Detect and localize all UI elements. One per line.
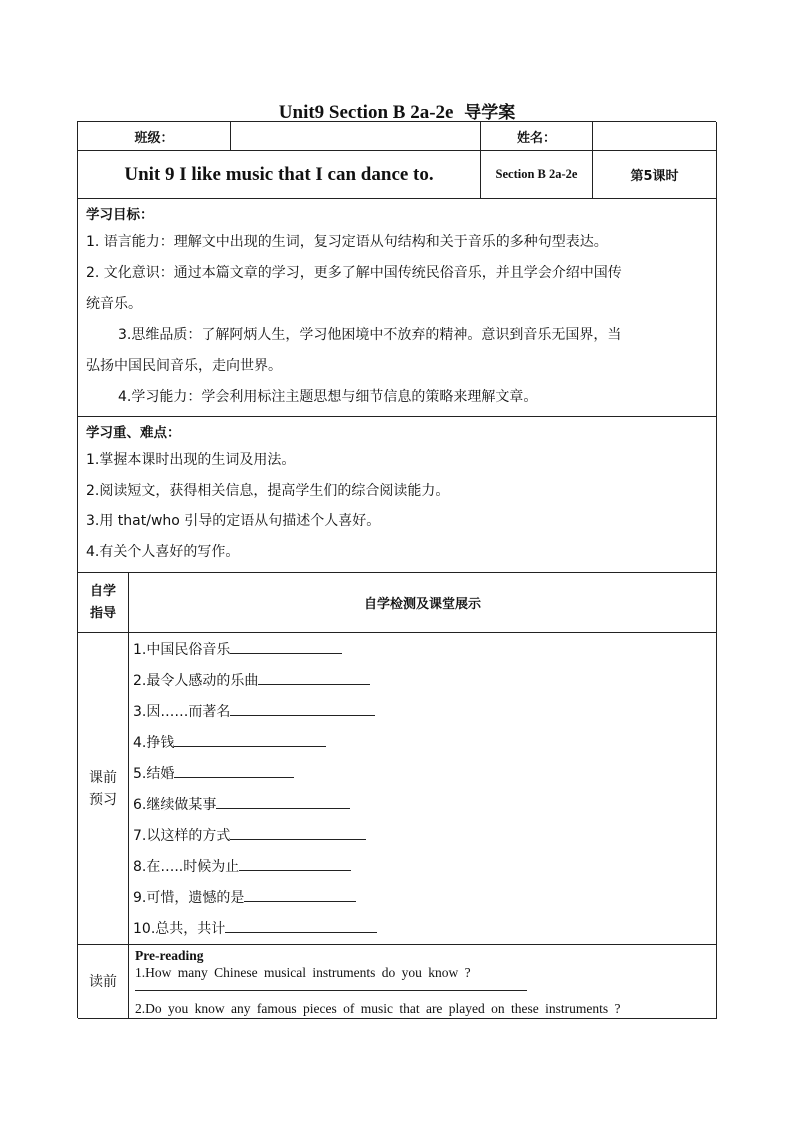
prereading-question-2: 2.Do you know any famous pieces of music that are played on these instruments ? — [135, 1001, 621, 1016]
preview-item: 10.总共，共计 — [129, 914, 716, 945]
preview-side-cell — [78, 633, 129, 945]
answer-blank[interactable] — [216, 793, 350, 809]
lesson-cell — [593, 151, 717, 199]
prereading-question-1: 1.How many Chinese musical instruments do you know ? — [135, 965, 471, 980]
unit-title: Unit 9 I like music that I can dance to. — [124, 163, 434, 185]
section-label: Section B 2a-2e — [495, 167, 578, 181]
prereading-side-label: 读前 — [89, 973, 117, 990]
name-input-cell[interactable] — [593, 122, 717, 151]
key-point-item: 4.有关个人喜好的写作。 — [86, 543, 240, 560]
prereading-heading: Pre-reading — [135, 948, 204, 963]
answer-blank[interactable] — [258, 669, 370, 685]
section-cell — [481, 151, 593, 199]
objective-item: 3.思维品质：了解阿炳人生，学习他困境中不放弃的精神。意识到音乐无国界，当 — [118, 327, 622, 343]
answer-blank[interactable] — [174, 762, 294, 778]
preview-item: 3.因……而著名 — [129, 697, 716, 728]
answer-blank[interactable] — [230, 700, 375, 716]
preview-item: 5.结婚 — [129, 759, 716, 790]
class-label-cell — [78, 122, 231, 151]
class-label: 班级： — [134, 130, 174, 146]
guide-side-label: 自学指导 — [89, 583, 116, 621]
prereading-side-cell — [78, 945, 129, 1019]
preview-item: 9.可惜，遗憾的是 — [129, 883, 716, 914]
key-point-item: 3.用 that/who 引导的定语从句描述个人喜好。 — [86, 513, 381, 529]
preview-item: 8.在…..时候为止 — [129, 852, 716, 883]
preview-item: 7.以这样的方式 — [129, 821, 716, 852]
lesson-label: 第5课时 — [630, 169, 679, 184]
title-main: Unit9 Section B 2a-2e — [278, 102, 454, 123]
key-point-item: 2.阅读短文，获得相关信息，提高学生们的综合阅读能力。 — [86, 482, 450, 499]
answer-blank[interactable] — [225, 917, 377, 933]
answer-blank[interactable] — [174, 731, 326, 747]
objectives-heading: 学习目标： — [86, 207, 154, 223]
key-points-heading: 学习重、难点： — [86, 425, 181, 441]
answer-blank[interactable] — [244, 886, 356, 902]
guide-title-cell — [129, 573, 717, 633]
preview-item: 6.继续做某事 — [129, 790, 716, 821]
objective-item: 弘扬中国民间音乐，走向世界。 — [86, 358, 282, 374]
preview-item: 4.挣钱 — [129, 728, 716, 759]
key-points-section — [78, 417, 717, 573]
answer-blank[interactable] — [230, 638, 342, 654]
preview-item: 1.中国民俗音乐 — [129, 635, 716, 666]
objective-item: 4.学习能力：学会利用标注主题思想与细节信息的策略来理解文章。 — [118, 389, 538, 405]
name-label: 姓名： — [516, 130, 556, 146]
unit-title-cell — [78, 151, 481, 199]
worksheet-table — [77, 121, 716, 1018]
name-label-cell — [481, 122, 593, 151]
objective-item: 统音乐。 — [86, 296, 142, 312]
objective-item: 2. 文化意识：通过本篇文章的学习，更多了解中国传统民俗音乐，并且学会介绍中国传 — [86, 265, 622, 281]
answer-blank[interactable] — [239, 855, 351, 871]
guide-title: 自学检测及课堂展示 — [363, 597, 481, 612]
preview-item: 2.最令人感动的乐曲 — [129, 666, 716, 697]
objective-item: 1. 语言能力：理解文中出现的生词，复习定语从句结构和关于音乐的多种句型表达。 — [86, 234, 608, 250]
prereading-section — [129, 945, 717, 1019]
answer-blank[interactable] — [230, 824, 366, 840]
guide-side-cell — [78, 573, 129, 633]
objectives-section — [78, 199, 717, 417]
preview-exercises — [129, 633, 717, 945]
title-suffix: 导学案 — [464, 103, 516, 123]
answer-line[interactable] — [135, 982, 527, 991]
key-point-item: 1.掌握本课时出现的生词及用法。 — [86, 452, 296, 468]
class-input-cell[interactable] — [231, 122, 481, 151]
preview-side-label: 课前预习 — [89, 769, 117, 808]
